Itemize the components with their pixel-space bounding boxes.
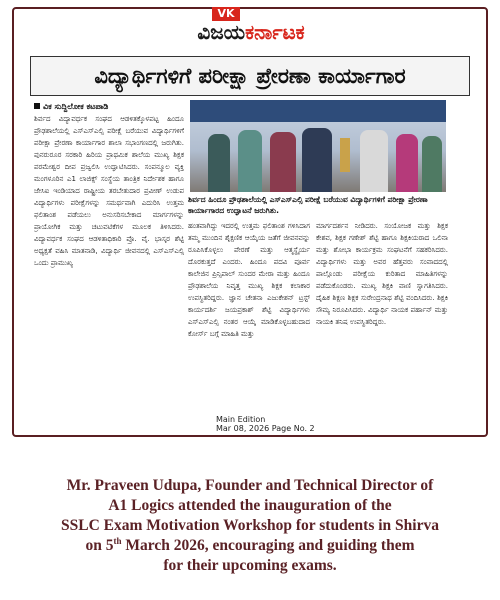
edition-info — [216, 415, 315, 433]
logo-part-1: ವಿಜಯ — [197, 20, 246, 44]
caption-line-3: SSLC Exam Motivation Workshop for students in Shirva — [61, 517, 439, 534]
newspaper-logo — [172, 19, 330, 45]
newspaper-masthead — [172, 7, 330, 47]
caption-line-1: Mr. Praveen Udupa, Founder and Technical Director of — [66, 477, 434, 494]
article-column-3: ಮಾರ್ಗದರ್ಶನ ನೀಡಿದರು. ಸಂಯೋಜಕ ಮತ್ತು ಶಿಕ್ಷಕ ಕೇಶವ, ಶಿಕ್ಷಕ ಗಣೇಶ್ ಶೆಟ್ಟಿ ಹಾಗೂ ಶಿಕ್ಷಕಿಯರಾದ ಒಲಿನಾ ಮತ್ತು ಶೋಭಾ ಕಾರ್ಯಕ್ರಮ ಸಂಘಟನೆಗೆ ಸಹಕರಿಸಿದರು. ವಿದ್ಯಾರ್ಥಿಗಳು ಮತ್ತು ಅವರ ಹೆತ್ತವರು ಸಂವಾದದಲ್ಲಿ ಪಾಲ್ಗೊಂಡು ಪರೀಕ್ಷೆಯ ಕುರಿತಾದ ಮಾಹಿತಿಗಳನ್ನು ಪಡೆದುಕೊಂಡರು. ಮುಖ್ಯ ಶಿಕ್ಷಕಿ ವಾಣಿ ಸ್ವಾಗತಿಸಿದರು. ದೈಹಿಕ ಶಿಕ್ಷಣ ಶಿಕ್ಷಕ ಸುರೇಂದ್ರನಾಥ ಶೆಟ್ಟಿ ವಂದಿಸಿದರು. ಶಿಕ್ಷಕಿ ಸೌಮ್ಯ ನಿರೂಪಿಸಿದರು. ವಿದ್ಯಾರ್ಥಿ ನಾಯಕ ಪರ್ಹಾನ್ ಮತ್ತು ನಾಯಕಿ ತನಿಷ ಉಪಸ್ಥಿತರಿದ್ದರು. — [316, 222, 448, 326]
caption-line-4-prefix: on 5 — [85, 537, 114, 554]
caption-line-2: A1 Logics attended the inauguration of the — [108, 497, 392, 514]
photo-stage-banner — [190, 100, 446, 122]
vk-badge: VK — [212, 7, 240, 21]
lamp-icon — [340, 138, 350, 172]
article-column-2: ಹಂತವಾಗಿದ್ದು ಇದರಲ್ಲಿ ಉತ್ತಮ ಫಲಿತಾಂಶ ಗಳಿಸಿದಾಗ ತಮ್ಮ ಮುಂದಿನ ಶೈಕ್ಷಣಿಕ ಆಯ್ಕೆಯ ಜತೆಗೆ ಜೀವನವನ್ನು ರೂಪಿಸಿಕೊಳ್ಳಲು ಪೇರಣೆ ಮತ್ತು ಆತ್ಮಸ್ಥೈರ್ಯ ದೊರಕುತ್ತದೆ ಎಂದರು. ಹಿಂದೂ ಪದವಿ ಪೂರ್ವ ಕಾಲೇಜಿನ ಪ್ರಿನ್ಸಿಪಾಲ್ ಸುಂದರ ಮೇರಾ ಮತ್ತು ಹಿಂದೂ ಪ್ರೌಢಶಾಲೆಯ ನಿವೃತ್ತ ಮುಖ್ಯ ಶಿಕ್ಷಕ ಕಲಾಕಾರ ಉಪಸ್ಥಿತರಿದ್ದರು. ಜ್ಞಾನ ಚೇತನಾ ಎಜುಕೇಶನ್ ಟ್ರಸ್ಟ್ ಕಾರ್ಯದರ್ಶಿ ಜಯಪ್ರಕಾಶ್ ಶೆಟ್ಟಿ ವಿದ್ಯಾರ್ಥಿಗಳು ಎಸ್ಎಸ್ಎಲ್ಸಿ ನಂತರ ಆಯ್ಕೆ ಮಾಡಿಕೊಳ್ಳಬಹುದಾದ ಕೋರ್ಸ್ ಬಗ್ಗೆ ಮಾಹಿತಿ ಮತ್ತು — [188, 222, 310, 338]
logo-part-2: ಕರ್ನಾಟಕ — [245, 20, 305, 44]
byline-bullet-icon — [34, 103, 40, 109]
event-photo — [190, 100, 446, 192]
byline — [34, 102, 108, 112]
edition-name: Main Edition — [216, 415, 266, 424]
caption-line-4-sup: th — [113, 535, 122, 546]
caption-line-5: for their upcoming exams. — [163, 557, 337, 574]
caption-line-4-suffix: March 2026, encouraging and guiding them — [121, 537, 415, 554]
article-headline: ವಿದ್ಯಾರ್ಥಿಗಳಿಗೆ ಪರೀಕ್ಷಾ ಪ್ರೇರಣಾ ಕಾರ್ಯಾಗಾರ — [30, 56, 470, 96]
edition-date-page: Mar 08, 2026 Page No. 2 — [216, 424, 315, 433]
byline-text: ವಿಕ ಸುದ್ದಿಲೋಕ ಕಟಪಾಡಿ — [43, 102, 109, 111]
photo-caption: ಶಿರ್ವದ ಹಿಂದೂ ಪ್ರೌಢಶಾಲೆಯಲ್ಲಿ ಎಸ್ಎಸ್ಎಲ್ಸಿ ಪರೀಕ್ಷೆ ಬರೆಯುವ ವಿದ್ಯಾರ್ಥಿಗಳಿಗೆ ಪರೀಕ್ಷಾ ಪ್ರೇರಣಾ ಕಾರ್ಯಾಗಾರದ ಉದ್ಘಾಟನೆ ಜರುಗಿತು. — [188, 195, 428, 215]
article-column-1: ಶಿರ್ವದ ವಿದ್ಯಾವರ್ಧಕ ಸಂಘದ ಆಡಳಿತಕ್ಕೊಳಪಟ್ಟ ಹಿಂದೂ ಪ್ರೌಢಶಾಲೆಯಲ್ಲಿ ಎಸ್ಎಸ್ಎಲ್ಸಿ ಪರೀಕ್ಷೆ ಬರೆಯುವ ವಿದ್ಯಾರ್ಥಿಗಳಿಗೆ ಪರೀಕ್ಷಾ ಪ್ರೇರಣಾ ಕಾರ್ಯಾಗಾರ ಶಾಲಾ ಸಭಾಂಗಣದಲ್ಲಿ ಜರುಗಿತು. ಪುನರುರೂರ ಸರಕಾರಿ ಹಿರಿಯ ಪ್ರಾಥಮಿಕ ಶಾಲೆಯ ಮುಖ್ಯ ಶಿಕ್ಷಕ ಪರಮೇಶ್ವರ ದೀಪ ಪ್ರಜ್ವಲಿಸಿ ಉದ್ಘಾಟಿಸಿದರು. ಸಂಪನ್ಮೂಲ ವ್ಯಕ್ತಿ ಮಂಗಳೂರಿನ ಎ1 ಲಾಜಿಕ್ಸ್ ಸಂಸ್ಥೆಯ ತಾಂತ್ರಿಕ ನಿರ್ದೇಶಕ ಹಾಗೂ ಜೇಸಿಐ ಇಂಡಿಯಾದ ರಾಷ್ಟ್ರೀಯ ತರಬೇತುದಾರ ಪ್ರವೀಣ್ ಉಡುಪ ವಿದ್ಯಾರ್ಥಿಗಳು ಪರೀಕ್ಷೆಗಳನ್ನು ಸಮರ್ಥವಾಗಿ ಎದುರಿಸಿ ಉತ್ತಮ ಫಲಿತಾಂಶ ಪಡೆಯಲು ಅನುಸರಿಸಬೇಕಾದ ಮಾರ್ಗಗಳನ್ನು ಪ್ರಾಯೋಗಿಕ ಮತ್ತು ಚಟುವಟಿಕೆಗಳ ಮೂಲಕ ತಿಳಿಸಿದರು. ವಿದ್ಯಾವರ್ಧಕ ಸಂಘದ ಆಡಳಿತಾಧಿಕಾರಿ ಪ್ರೊ. ವೈ. ಭಾಸ್ಕರ ಶೆಟ್ಟಿ ಅಧ್ಯಕ್ಷತೆ ವಹಿಸಿ ಮಾತನಾಡಿ, ವಿದ್ಯಾರ್ಥಿ ಜೀವನದಲ್ಲಿ ಎಸ್ಎಸ್ಎಲ್ಸಿ ಒಂದು ಪ್ರಾಮುಖ್ಯ — [34, 115, 184, 267]
caption-line-4 — [0, 536, 500, 556]
bottom-caption — [0, 476, 500, 576]
